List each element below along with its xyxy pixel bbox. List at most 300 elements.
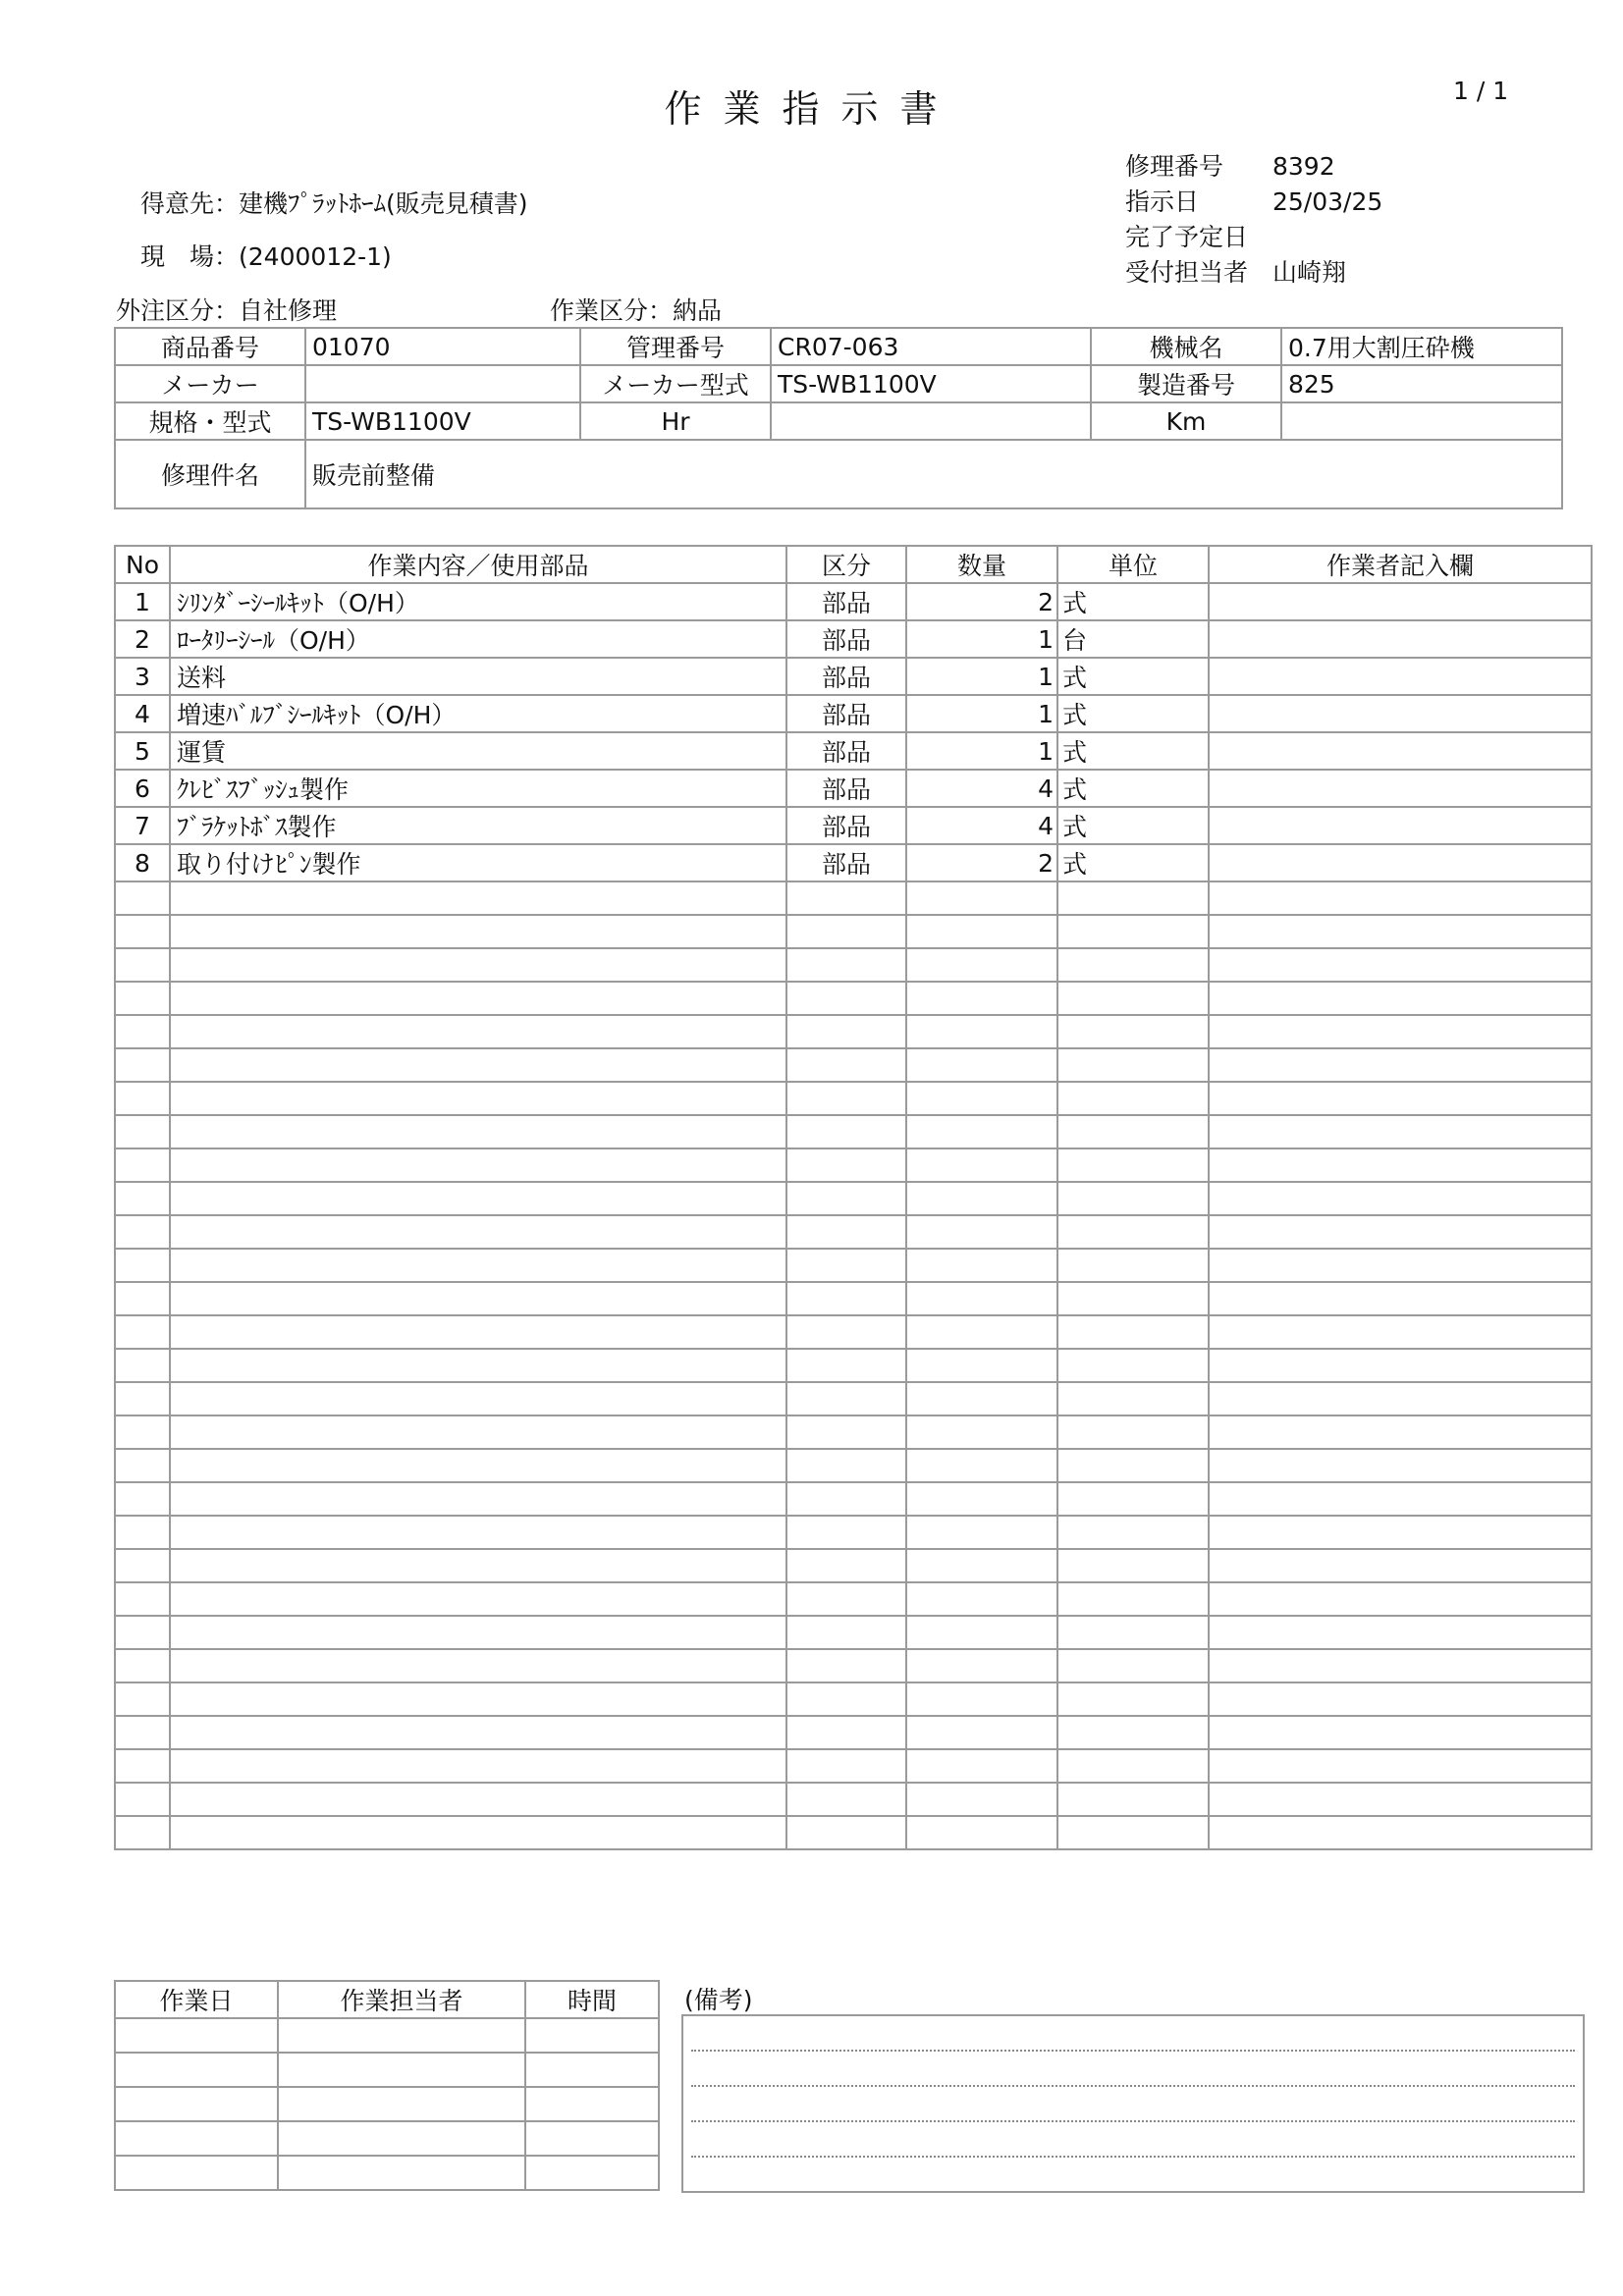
log-worker[interactable] <box>278 2087 525 2121</box>
item-category <box>786 1616 906 1649</box>
item-category <box>786 1516 906 1549</box>
item-content <box>170 1382 786 1415</box>
item-worker-note[interactable] <box>1209 1582 1592 1616</box>
item-qty <box>906 1315 1057 1349</box>
item-worker-note[interactable] <box>1209 1415 1592 1449</box>
item-content <box>170 915 786 948</box>
item-worker-note[interactable] <box>1209 1182 1592 1215</box>
remarks-line <box>691 2120 1575 2122</box>
item-qty <box>906 915 1057 948</box>
col-worker: 作業担当者 <box>278 1981 525 2018</box>
item-worker-note[interactable] <box>1209 695 1592 732</box>
item-no <box>115 1749 170 1783</box>
item-no: 8 <box>115 844 170 881</box>
item-no <box>115 1015 170 1048</box>
item-no <box>115 1449 170 1482</box>
item-category <box>786 1349 906 1382</box>
item-category <box>786 1048 906 1082</box>
site-label: 現 場：(2400012-1) <box>140 242 392 271</box>
item-unit <box>1057 1215 1209 1249</box>
table-row <box>115 1549 1592 1582</box>
item-worker-note[interactable] <box>1209 948 1592 982</box>
item-no <box>115 1415 170 1449</box>
work-log-table <box>114 1980 660 2191</box>
item-category <box>786 1315 906 1349</box>
item-category <box>786 1382 906 1415</box>
instruction-date: 25/03/25 <box>1272 187 1383 216</box>
item-no <box>115 1716 170 1749</box>
item-content <box>170 1415 786 1449</box>
item-no <box>115 982 170 1015</box>
table-row <box>115 982 1592 1015</box>
item-qty <box>906 1482 1057 1516</box>
item-content <box>170 1682 786 1716</box>
item-no: 7 <box>115 807 170 844</box>
log-row <box>115 2121 659 2156</box>
maker-model-label: メーカー型式 <box>580 365 771 402</box>
control-no-label: 管理番号 <box>580 328 771 365</box>
item-qty <box>906 1649 1057 1682</box>
item-worker-note[interactable] <box>1209 1716 1592 1749</box>
item-category <box>786 1482 906 1516</box>
item-content: ﾛｰﾀﾘｰｼｰﾙ（O/H） <box>170 620 786 658</box>
item-unit: 式 <box>1057 732 1209 770</box>
log-date[interactable] <box>115 2156 278 2190</box>
item-category <box>786 1749 906 1783</box>
table-row <box>115 695 1592 732</box>
reception-label: 受付担当者 <box>1125 258 1249 287</box>
log-row <box>115 2053 659 2087</box>
item-no: 1 <box>115 583 170 620</box>
item-content <box>170 1215 786 1249</box>
item-no <box>115 1582 170 1616</box>
item-no <box>115 915 170 948</box>
table-row <box>115 732 1592 770</box>
table-row <box>115 881 1592 915</box>
item-no <box>115 1315 170 1349</box>
item-qty <box>906 1582 1057 1616</box>
log-time[interactable] <box>525 2053 659 2087</box>
spec-label: 規格・型式 <box>115 402 305 440</box>
repair-number: 8392 <box>1272 152 1335 181</box>
item-content <box>170 1783 786 1816</box>
log-worker[interactable] <box>278 2053 525 2087</box>
item-unit: 式 <box>1057 770 1209 807</box>
control-no: CR07-063 <box>771 328 1091 365</box>
item-no <box>115 1616 170 1649</box>
subject: 販売前整備 <box>305 440 1562 508</box>
item-unit <box>1057 1349 1209 1382</box>
table-row <box>115 1315 1592 1349</box>
document-title: 作業指示書 <box>664 87 959 131</box>
log-date[interactable] <box>115 2018 278 2053</box>
item-no <box>115 1115 170 1148</box>
item-qty <box>906 1516 1057 1549</box>
item-content <box>170 1182 786 1215</box>
item-qty: 1 <box>906 695 1057 732</box>
work-log-body <box>115 2018 659 2190</box>
table-row <box>115 1282 1592 1315</box>
item-unit <box>1057 1783 1209 1816</box>
item-category <box>786 1716 906 1749</box>
item-content <box>170 1749 786 1783</box>
machine-name: 0.7用大割圧砕機 <box>1281 328 1562 365</box>
item-content <box>170 948 786 982</box>
col-content: 作業内容／使用部品 <box>170 546 786 583</box>
item-worker-note[interactable] <box>1209 658 1592 695</box>
item-qty: 2 <box>906 583 1057 620</box>
item-worker-note[interactable] <box>1209 732 1592 770</box>
remarks-line <box>691 2085 1575 2087</box>
item-unit <box>1057 1048 1209 1082</box>
item-unit: 式 <box>1057 583 1209 620</box>
item-category: 部品 <box>786 732 906 770</box>
item-no <box>115 1816 170 1849</box>
item-category <box>786 1182 906 1215</box>
table-row <box>115 1215 1592 1249</box>
item-category <box>786 915 906 948</box>
table-row <box>115 1649 1592 1682</box>
item-worker-note[interactable] <box>1209 915 1592 948</box>
table-row <box>115 1349 1592 1382</box>
item-unit <box>1057 1082 1209 1115</box>
remarks-line <box>691 2156 1575 2158</box>
item-qty <box>906 1082 1057 1115</box>
item-qty <box>906 1415 1057 1449</box>
work-type: 作業区分：納品 <box>550 296 723 325</box>
log-worker[interactable] <box>278 2121 525 2156</box>
item-unit: 式 <box>1057 807 1209 844</box>
table-row <box>115 1082 1592 1115</box>
log-date[interactable] <box>115 2121 278 2156</box>
item-qty: 4 <box>906 770 1057 807</box>
repair-number-label: 修理番号 <box>1125 152 1224 181</box>
col-worker-note: 作業者記入欄 <box>1209 546 1592 583</box>
item-worker-note[interactable] <box>1209 807 1592 844</box>
item-no <box>115 1148 170 1182</box>
item-qty <box>906 1749 1057 1783</box>
item-content <box>170 1649 786 1682</box>
item-content <box>170 1349 786 1382</box>
col-category: 区分 <box>786 546 906 583</box>
item-content <box>170 1449 786 1482</box>
item-unit <box>1057 1315 1209 1349</box>
item-unit <box>1057 1182 1209 1215</box>
item-worker-note[interactable] <box>1209 1649 1592 1682</box>
item-no <box>115 1249 170 1282</box>
maker <box>305 365 580 402</box>
item-content <box>170 1082 786 1115</box>
table-row <box>115 1449 1592 1482</box>
item-unit <box>1057 881 1209 915</box>
item-worker-note[interactable] <box>1209 1048 1592 1082</box>
item-category <box>786 1682 906 1716</box>
item-worker-note[interactable] <box>1209 1616 1592 1649</box>
item-category <box>786 1783 906 1816</box>
item-content <box>170 1482 786 1516</box>
item-unit <box>1057 982 1209 1015</box>
item-qty <box>906 982 1057 1015</box>
item-unit <box>1057 1148 1209 1182</box>
item-worker-note[interactable] <box>1209 1549 1592 1582</box>
item-qty <box>906 1349 1057 1382</box>
item-content <box>170 1315 786 1349</box>
table-row <box>115 1249 1592 1282</box>
order-type: 外注区分：自社修理 <box>116 296 338 325</box>
item-unit <box>1057 1382 1209 1415</box>
item-category <box>786 1215 906 1249</box>
item-no <box>115 881 170 915</box>
item-unit <box>1057 1816 1209 1849</box>
item-qty <box>906 1716 1057 1749</box>
item-category <box>786 1282 906 1315</box>
reception-person: 山崎翔 <box>1272 258 1347 287</box>
log-time[interactable] <box>525 2018 659 2053</box>
table-row <box>115 1015 1592 1048</box>
item-worker-note[interactable] <box>1209 1282 1592 1315</box>
item-qty <box>906 1449 1057 1482</box>
item-unit <box>1057 1249 1209 1282</box>
log-row <box>115 2087 659 2121</box>
instruction-date-label: 指示日 <box>1125 187 1200 216</box>
col-qty: 数量 <box>906 546 1057 583</box>
item-content: ｼﾘﾝﾀﾞｰｼｰﾙｷｯﾄ（O/H） <box>170 583 786 620</box>
item-content <box>170 1616 786 1649</box>
item-worker-note[interactable] <box>1209 1015 1592 1048</box>
item-no: 6 <box>115 770 170 807</box>
item-worker-note[interactable] <box>1209 1816 1592 1849</box>
item-category: 部品 <box>786 583 906 620</box>
item-worker-note[interactable] <box>1209 1249 1592 1282</box>
item-unit: 台 <box>1057 620 1209 658</box>
item-worker-note[interactable] <box>1209 583 1592 620</box>
remarks-label: (備考) <box>684 1986 753 2014</box>
page-number: 1 / 1 <box>1453 77 1509 105</box>
item-worker-note[interactable] <box>1209 1349 1592 1382</box>
log-time[interactable] <box>525 2087 659 2121</box>
item-worker-note[interactable] <box>1209 1449 1592 1482</box>
item-qty <box>906 1282 1057 1315</box>
item-category <box>786 982 906 1015</box>
col-work-date: 作業日 <box>115 1981 278 2018</box>
maker-label: メーカー <box>115 365 305 402</box>
km-value <box>1281 402 1562 440</box>
item-qty: 1 <box>906 732 1057 770</box>
item-unit <box>1057 1616 1209 1649</box>
item-category <box>786 881 906 915</box>
item-qty <box>906 1249 1057 1282</box>
item-qty: 1 <box>906 658 1057 695</box>
customer-label: 得意先：建機ﾌﾟﾗｯﾄﾎｰﾑ(販売見積書) <box>140 189 528 218</box>
item-category <box>786 1415 906 1449</box>
item-category: 部品 <box>786 844 906 881</box>
log-date[interactable] <box>115 2053 278 2087</box>
item-category <box>786 1649 906 1682</box>
table-row <box>115 1148 1592 1182</box>
item-worker-note[interactable] <box>1209 1215 1592 1249</box>
due-date-row <box>1125 218 1272 253</box>
log-worker[interactable] <box>278 2018 525 2053</box>
work-items-body <box>115 583 1592 1849</box>
product-no: 01070 <box>305 328 580 365</box>
item-no <box>115 1682 170 1716</box>
item-category: 部品 <box>786 770 906 807</box>
item-unit <box>1057 1749 1209 1783</box>
item-category: 部品 <box>786 807 906 844</box>
log-time[interactable] <box>525 2121 659 2156</box>
item-worker-note[interactable] <box>1209 1516 1592 1549</box>
item-unit: 式 <box>1057 695 1209 732</box>
table-row <box>115 807 1592 844</box>
item-qty <box>906 881 1057 915</box>
item-unit <box>1057 1649 1209 1682</box>
subject-label: 修理件名 <box>115 440 305 508</box>
machine-info-table <box>114 327 1563 509</box>
item-category: 部品 <box>786 695 906 732</box>
item-no <box>115 1382 170 1415</box>
item-worker-note[interactable] <box>1209 881 1592 915</box>
table-row <box>115 844 1592 881</box>
item-unit <box>1057 1716 1209 1749</box>
item-category <box>786 1449 906 1482</box>
item-qty <box>906 1182 1057 1215</box>
item-qty <box>906 948 1057 982</box>
item-category: 部品 <box>786 620 906 658</box>
item-category <box>786 1582 906 1616</box>
hr-value <box>771 402 1091 440</box>
item-worker-note[interactable] <box>1209 1148 1592 1182</box>
item-unit <box>1057 1115 1209 1148</box>
hr-label: Hr <box>580 402 771 440</box>
table-row <box>115 1816 1592 1849</box>
item-content <box>170 1282 786 1315</box>
col-time: 時間 <box>525 1981 659 2018</box>
log-date[interactable] <box>115 2087 278 2121</box>
log-time[interactable] <box>525 2156 659 2190</box>
item-content <box>170 1148 786 1182</box>
item-content <box>170 1015 786 1048</box>
item-worker-note[interactable] <box>1209 1082 1592 1115</box>
item-unit: 式 <box>1057 658 1209 695</box>
serial-no: 825 <box>1281 365 1562 402</box>
log-row <box>115 2018 659 2053</box>
item-worker-note[interactable] <box>1209 1682 1592 1716</box>
item-worker-note[interactable] <box>1209 620 1592 658</box>
serial-no-label: 製造番号 <box>1091 365 1281 402</box>
item-unit: 式 <box>1057 844 1209 881</box>
item-category <box>786 1082 906 1115</box>
item-unit <box>1057 1682 1209 1716</box>
instruction-date-row <box>1125 183 1382 218</box>
item-no <box>115 1783 170 1816</box>
item-content <box>170 1115 786 1148</box>
item-worker-note[interactable] <box>1209 1749 1592 1783</box>
col-unit: 単位 <box>1057 546 1209 583</box>
item-no <box>115 1649 170 1682</box>
item-category <box>786 1115 906 1148</box>
item-qty <box>906 1048 1057 1082</box>
item-category <box>786 1249 906 1282</box>
table-row <box>115 770 1592 807</box>
item-qty <box>906 1382 1057 1415</box>
item-qty <box>906 1549 1057 1582</box>
item-worker-note[interactable] <box>1209 1382 1592 1415</box>
item-qty <box>906 1783 1057 1816</box>
item-no <box>115 1349 170 1382</box>
item-unit <box>1057 1449 1209 1482</box>
item-unit <box>1057 915 1209 948</box>
item-no: 5 <box>115 732 170 770</box>
item-no <box>115 1482 170 1516</box>
item-no: 2 <box>115 620 170 658</box>
item-qty <box>906 1682 1057 1716</box>
item-worker-note[interactable] <box>1209 1115 1592 1148</box>
item-content <box>170 1516 786 1549</box>
table-row <box>115 1115 1592 1148</box>
item-qty <box>906 1015 1057 1048</box>
machine-name-label: 機械名 <box>1091 328 1281 365</box>
item-no <box>115 1048 170 1082</box>
item-unit <box>1057 1482 1209 1516</box>
table-row <box>115 1182 1592 1215</box>
log-worker[interactable] <box>278 2156 525 2190</box>
item-content: ﾌﾞﾗｹｯﾄﾎﾞｽ製作 <box>170 807 786 844</box>
item-qty <box>906 1816 1057 1849</box>
item-no <box>115 1549 170 1582</box>
repair-number-row <box>1125 147 1335 183</box>
item-category: 部品 <box>786 658 906 695</box>
item-worker-note[interactable] <box>1209 1482 1592 1516</box>
item-unit <box>1057 1516 1209 1549</box>
item-content: 送料 <box>170 658 786 695</box>
item-unit <box>1057 1582 1209 1616</box>
item-category <box>786 1015 906 1048</box>
item-content: ｸﾚﾋﾞｽﾌﾞｯｼｭ製作 <box>170 770 786 807</box>
item-worker-note[interactable] <box>1209 770 1592 807</box>
due-date-label: 完了予定日 <box>1125 223 1249 251</box>
item-qty <box>906 1115 1057 1148</box>
table-row <box>115 583 1592 620</box>
item-unit <box>1057 1282 1209 1315</box>
item-unit <box>1057 1415 1209 1449</box>
table-row <box>115 1382 1592 1415</box>
item-qty: 1 <box>906 620 1057 658</box>
product-no-label: 商品番号 <box>115 328 305 365</box>
item-worker-note[interactable] <box>1209 1783 1592 1816</box>
item-content: 運賃 <box>170 732 786 770</box>
item-qty <box>906 1148 1057 1182</box>
item-worker-note[interactable] <box>1209 844 1592 881</box>
table-row <box>115 1482 1592 1516</box>
table-row <box>115 1783 1592 1816</box>
item-unit <box>1057 1015 1209 1048</box>
item-unit <box>1057 948 1209 982</box>
spec: TS-WB1100V <box>305 402 580 440</box>
item-content <box>170 1048 786 1082</box>
table-row <box>115 1516 1592 1549</box>
remarks-box[interactable] <box>681 2014 1585 2193</box>
item-worker-note[interactable] <box>1209 982 1592 1015</box>
item-worker-note[interactable] <box>1209 1315 1592 1349</box>
item-no: 4 <box>115 695 170 732</box>
item-content <box>170 982 786 1015</box>
item-qty <box>906 1616 1057 1649</box>
item-content <box>170 881 786 915</box>
table-row <box>115 948 1592 982</box>
item-no <box>115 1215 170 1249</box>
km-label: Km <box>1091 402 1281 440</box>
table-row <box>115 1048 1592 1082</box>
